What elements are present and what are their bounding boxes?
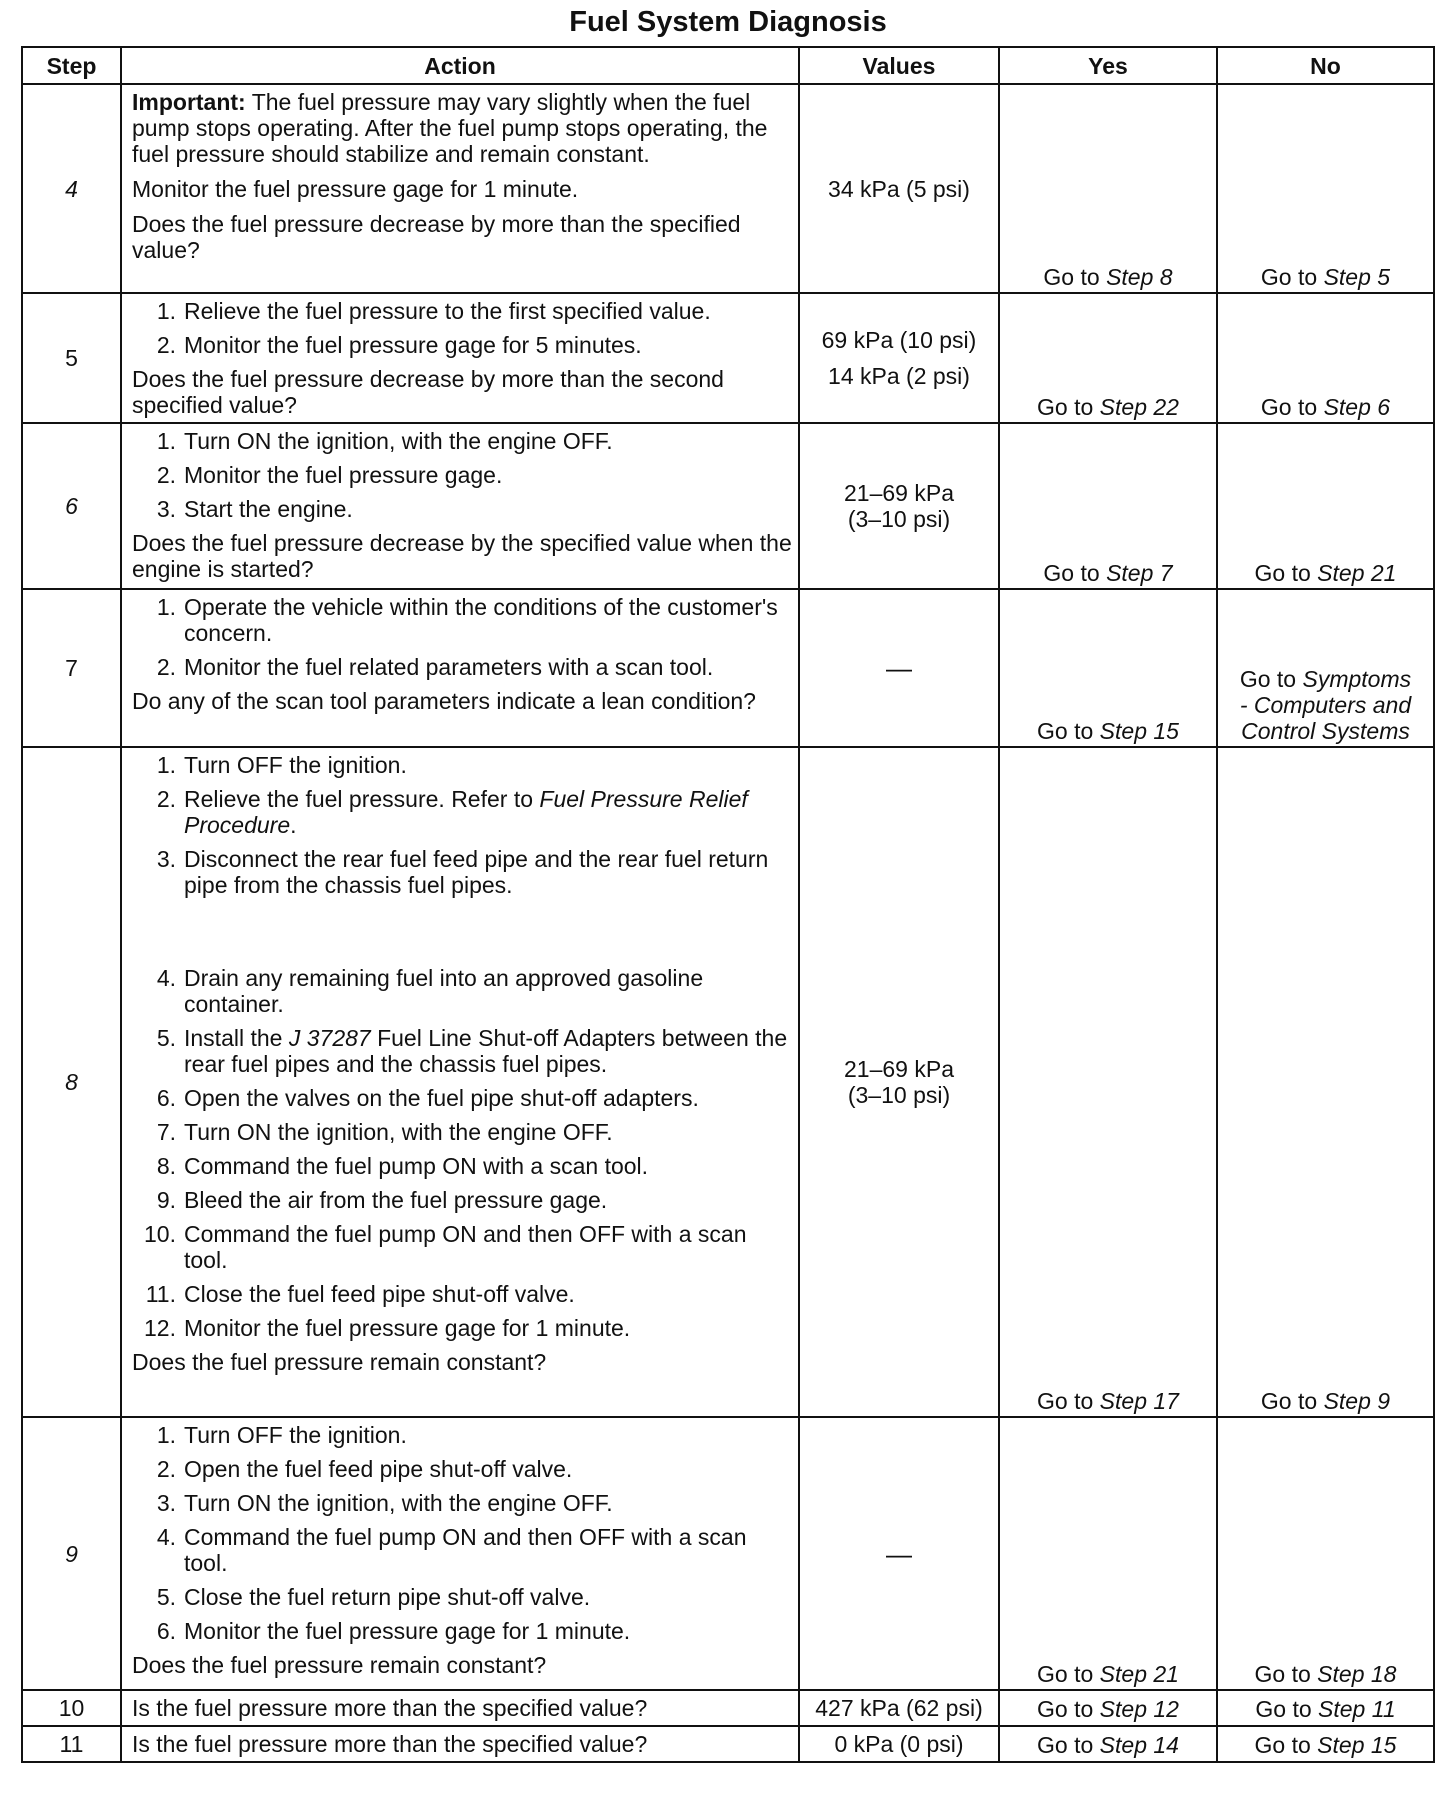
values-cell [799, 423, 999, 589]
table-row-step-11 [22, 1726, 1434, 1762]
value: 34 kPa (5 psi) [828, 175, 970, 202]
action-cell [121, 423, 799, 589]
yes-link[interactable]: Go to Step 22 [1037, 394, 1179, 420]
no-link[interactable]: Go to Step 6 [1260, 394, 1391, 420]
values-cell [799, 1690, 999, 1726]
yes-link[interactable]: Go to Step 17 [1037, 1388, 1179, 1414]
values-cell [799, 84, 999, 293]
header-row [22, 47, 1434, 84]
yes-cell [999, 747, 1217, 1417]
table-row-step-5 [22, 293, 1434, 423]
no-cell [1217, 1726, 1434, 1762]
step-number: 8 [22, 747, 121, 1417]
important-label: Important: [132, 89, 246, 115]
list-item: 2. Monitor the fuel related parameters with a scan tool. [156, 654, 714, 680]
list-item: 4. Drain any remaining fuel into an approved gasoline container. [156, 965, 704, 1017]
value-dash: — [886, 1538, 912, 1569]
step-number: 9 [22, 1417, 121, 1690]
yes-cell [999, 84, 1217, 293]
no-link[interactable]: Go to Step 11 [1255, 1696, 1396, 1722]
no-cell [1217, 423, 1434, 589]
value: 69 kPa (10 psi) [821, 327, 977, 353]
important-text: The fuel pressure may vary slightly when the fuel pump stops operating. After the fuel pump stops operating, the fuel pressure should stabilize and remain constant. [132, 89, 768, 167]
values-cell [799, 589, 999, 747]
action-cell [121, 1690, 799, 1726]
step-number: 10 [22, 1690, 121, 1726]
action-cell [121, 84, 799, 293]
list-item: 2. Open the fuel feed pipe shut-off valve. [156, 1456, 573, 1482]
step-number: 11 [22, 1726, 121, 1762]
values-cell [799, 747, 999, 1417]
yes-link[interactable]: Go to Step 12 [1037, 1696, 1179, 1722]
table-row-step-10 [22, 1690, 1434, 1726]
no-link[interactable]: Go to Symptoms - Computers and Control Systems [1239, 666, 1412, 744]
values-cell [799, 293, 999, 423]
no-header: No [1217, 47, 1434, 84]
yes-cell [999, 1417, 1217, 1690]
list-item: 12. Monitor the fuel pressure gage for 1 minute. [144, 1315, 631, 1341]
no-cell [1217, 589, 1434, 747]
list-item: 2. Monitor the fuel pressure gage for 5 minutes. [156, 332, 642, 358]
list-item: 6. Monitor the fuel pressure gage for 1 minute. [156, 1618, 631, 1644]
value: 0 kPa (0 psi) [834, 1731, 964, 1757]
list-item: 3. Start the engine. [156, 496, 353, 522]
table-row-step-9 [22, 1417, 1434, 1690]
step-number: 5 [22, 293, 121, 423]
question: Does the fuel pressure decrease by more than the second specified value? [132, 366, 724, 418]
no-cell [1217, 1690, 1434, 1726]
yes-link[interactable]: Go to Step 21 [1037, 1661, 1179, 1687]
values-cell [799, 1726, 999, 1762]
value-dash: — [886, 653, 912, 683]
question: Does the fuel pressure remain constant? [132, 1349, 547, 1375]
no-cell [1217, 1417, 1434, 1690]
value: 14 kPa (2 psi) [828, 363, 970, 389]
no-link[interactable]: Go to Step 9 [1260, 1388, 1391, 1414]
no-link[interactable]: Go to Step 21 [1254, 560, 1397, 586]
list-item: 8. Command the fuel pump ON with a scan tool. [156, 1153, 649, 1179]
list-item: 3. Turn ON the ignition, with the engine OFF. [156, 1490, 613, 1516]
step-number: 4 [22, 84, 121, 293]
yes-link[interactable]: Go to Step 14 [1037, 1732, 1179, 1758]
table-row-step-7 [22, 589, 1434, 747]
page-title: Fuel System Diagnosis [569, 6, 887, 38]
table-row-step-6 [22, 423, 1434, 589]
question: Do any of the scan tool parameters indicate a lean condition? [132, 688, 756, 714]
question: Is the fuel pressure more than the specified value? [132, 1695, 648, 1721]
yes-cell [999, 423, 1217, 589]
list-item: 10. Command the fuel pump ON and then OFF with a scan tool. [144, 1221, 747, 1273]
value: 427 kPa (62 psi) [815, 1695, 983, 1721]
list-item: 3. Disconnect the rear fuel feed pipe and the rear fuel return pipe from the chassis fuel pipes. [156, 846, 769, 898]
value: (3–10 psi) [847, 506, 951, 532]
list-item: 5. Install the J 37287 Fuel Line Shut-off Adapters between the rear fuel pipes and the chassis fuel pipes. [156, 1025, 788, 1077]
list-item: 1. Relieve the fuel pressure to the first specified value. [156, 298, 711, 324]
list-item: 9. Bleed the air from the fuel pressure gage. [156, 1187, 608, 1213]
action-line: Monitor the fuel pressure gage for 1 minute. [132, 176, 579, 202]
list-item: 1. Turn OFF the ignition. [156, 752, 407, 778]
action-cell [121, 1726, 799, 1762]
question: Is the fuel pressure more than the specified value? [132, 1731, 648, 1757]
question: Does the fuel pressure remain constant? [132, 1652, 547, 1678]
list-item: 1. Turn ON the ignition, with the engine OFF. [156, 428, 613, 454]
yes-header: Yes [999, 47, 1217, 84]
list-item: 7. Turn ON the ignition, with the engine OFF. [156, 1119, 613, 1145]
yes-cell [999, 293, 1217, 423]
step-header: Step [22, 47, 121, 84]
important-note [132, 89, 792, 167]
no-cell [1217, 747, 1434, 1417]
list-item: 5. Close the fuel return pipe shut-off valve. [156, 1584, 591, 1610]
tool-reference: J 37287 [288, 1025, 371, 1051]
list-item: 2. Relieve the fuel pressure. Refer to Fuel Pressure Relief Procedure. [156, 786, 748, 838]
no-link[interactable]: Go to Step 18 [1254, 1661, 1397, 1687]
yes-link[interactable]: Go to Step 8 [1043, 264, 1173, 290]
step-number: 6 [22, 423, 121, 589]
question: Does the fuel pressure decrease by more than the specified value? [132, 211, 741, 263]
yes-link[interactable]: Go to Step 15 [1037, 718, 1179, 744]
list-item: 1. Operate the vehicle within the conditions of the customer's concern. [156, 594, 778, 646]
values-header: Values [799, 47, 999, 84]
yes-cell [999, 1726, 1217, 1762]
action-cell [121, 589, 799, 747]
table-row-step-4 [22, 84, 1434, 293]
procedure-reference[interactable]: Fuel Pressure Relief Procedure [184, 786, 748, 838]
yes-cell [999, 589, 1217, 747]
list-item: 1. Turn OFF the ignition. [156, 1422, 407, 1448]
action-cell [121, 293, 799, 423]
no-link[interactable]: Go to Step 15 [1254, 1732, 1397, 1758]
step-number: 7 [22, 589, 121, 747]
yes-link[interactable]: Go to Step 7 [1043, 560, 1173, 586]
list-item: 11. Close the fuel feed pipe shut-off valve. [145, 1281, 575, 1307]
no-cell [1217, 84, 1434, 293]
value: (3–10 psi) [847, 1082, 951, 1108]
table-row-step-8 [22, 747, 1434, 1417]
action-cell [121, 747, 799, 1417]
list-item: 6. Open the valves on the fuel pipe shut-off adapters. [156, 1085, 699, 1111]
question: Does the fuel pressure decrease by the specified value when the engine is started? [132, 530, 792, 582]
no-cell [1217, 293, 1434, 423]
values-cell [799, 1417, 999, 1690]
no-link[interactable]: Go to Step 5 [1260, 264, 1391, 290]
fuel-diagnosis-table [21, 46, 1435, 1763]
action-cell [121, 1417, 799, 1690]
list-item: 2. Monitor the fuel pressure gage. [156, 462, 503, 488]
list-item: 4. Command the fuel pump ON and then OFF with a scan tool. [156, 1524, 747, 1576]
value: 21–69 kPa [844, 480, 954, 506]
yes-cell [999, 1690, 1217, 1726]
action-header: Action [121, 47, 799, 84]
value: 21–69 kPa [844, 1056, 954, 1082]
